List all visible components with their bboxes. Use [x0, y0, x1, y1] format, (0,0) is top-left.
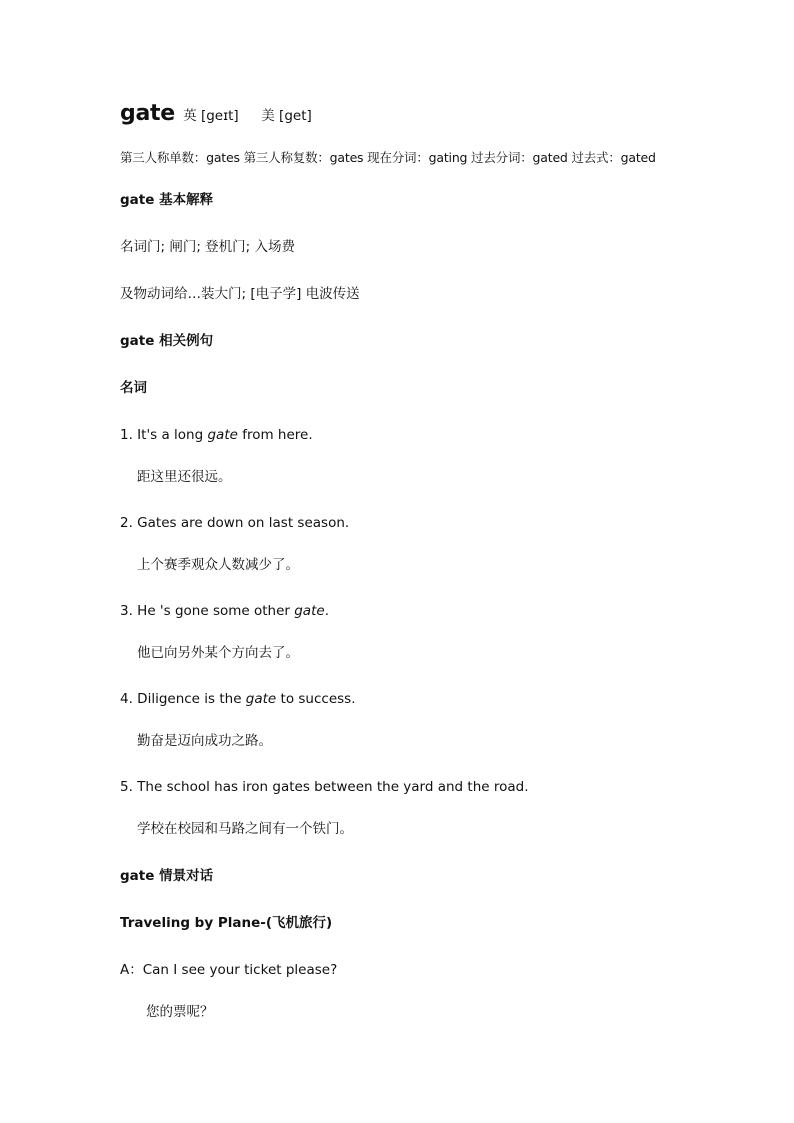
- example-cn-2: 上个赛季观众人数减少了。: [137, 557, 299, 573]
- example-cn-3: 他已向另外某个方向去了。: [137, 645, 299, 661]
- dialogue-heading: gate 情景对话: [120, 868, 214, 884]
- example-keyword: gate: [294, 603, 325, 619]
- example-keyword: gate: [207, 427, 238, 443]
- example-en-5: [120, 778, 529, 796]
- headword: gate: [120, 101, 175, 126]
- example-text: to success.: [276, 691, 356, 707]
- dialogue-line-en: A：Can I see your ticket please?: [120, 962, 338, 978]
- example-cn-4: 勤奋是迈向成功之路。: [137, 733, 272, 749]
- us-phonetic: [get]: [279, 108, 312, 124]
- example-cn-1: 距这里还很远。: [137, 469, 232, 485]
- basic-heading: gate 基本解释: [120, 192, 214, 208]
- example-text: from here.: [237, 427, 313, 443]
- noun-definition: 名词门; 闸门; 登机门; 入场费: [120, 239, 296, 255]
- dialogue-line-cn: 您的票呢？: [146, 1004, 214, 1020]
- example-text: 2. Gates are down on last season.: [120, 515, 350, 531]
- word-forms: 第三人称单数：gates 第三人称复数：gates 现在分词：gating 过去分词：gated 过去式：gated: [120, 150, 656, 165]
- example-cn-5: 学校在校园和马路之间有一个铁门。: [137, 821, 353, 837]
- example-en-4: [120, 690, 355, 708]
- pos-heading: 名词: [120, 380, 147, 396]
- uk-phonetic: [geɪt]: [200, 108, 239, 124]
- example-text: 3. He 's gone some other: [120, 603, 295, 619]
- example-en-2: [120, 514, 349, 532]
- example-text: 4. Diligence is the: [120, 691, 246, 707]
- example-text: 5. The school has iron gates between the yard and the road.: [120, 779, 529, 795]
- dialogue-title: Traveling by Plane-(飞机旅行): [120, 915, 333, 931]
- example-keyword: gate: [245, 691, 277, 707]
- examples-heading: gate 相关例句: [120, 333, 214, 349]
- entry-header: [120, 101, 312, 126]
- example-en-3: [120, 602, 329, 620]
- example-text: 1. It's a long: [120, 427, 208, 443]
- example-text: .: [324, 603, 329, 619]
- uk-label: 英: [183, 108, 197, 124]
- example-en-1: [120, 426, 313, 444]
- verb-definition: 及物动词给…装大门; [电子学] 电波传送: [120, 286, 360, 302]
- us-label: 美: [261, 108, 275, 124]
